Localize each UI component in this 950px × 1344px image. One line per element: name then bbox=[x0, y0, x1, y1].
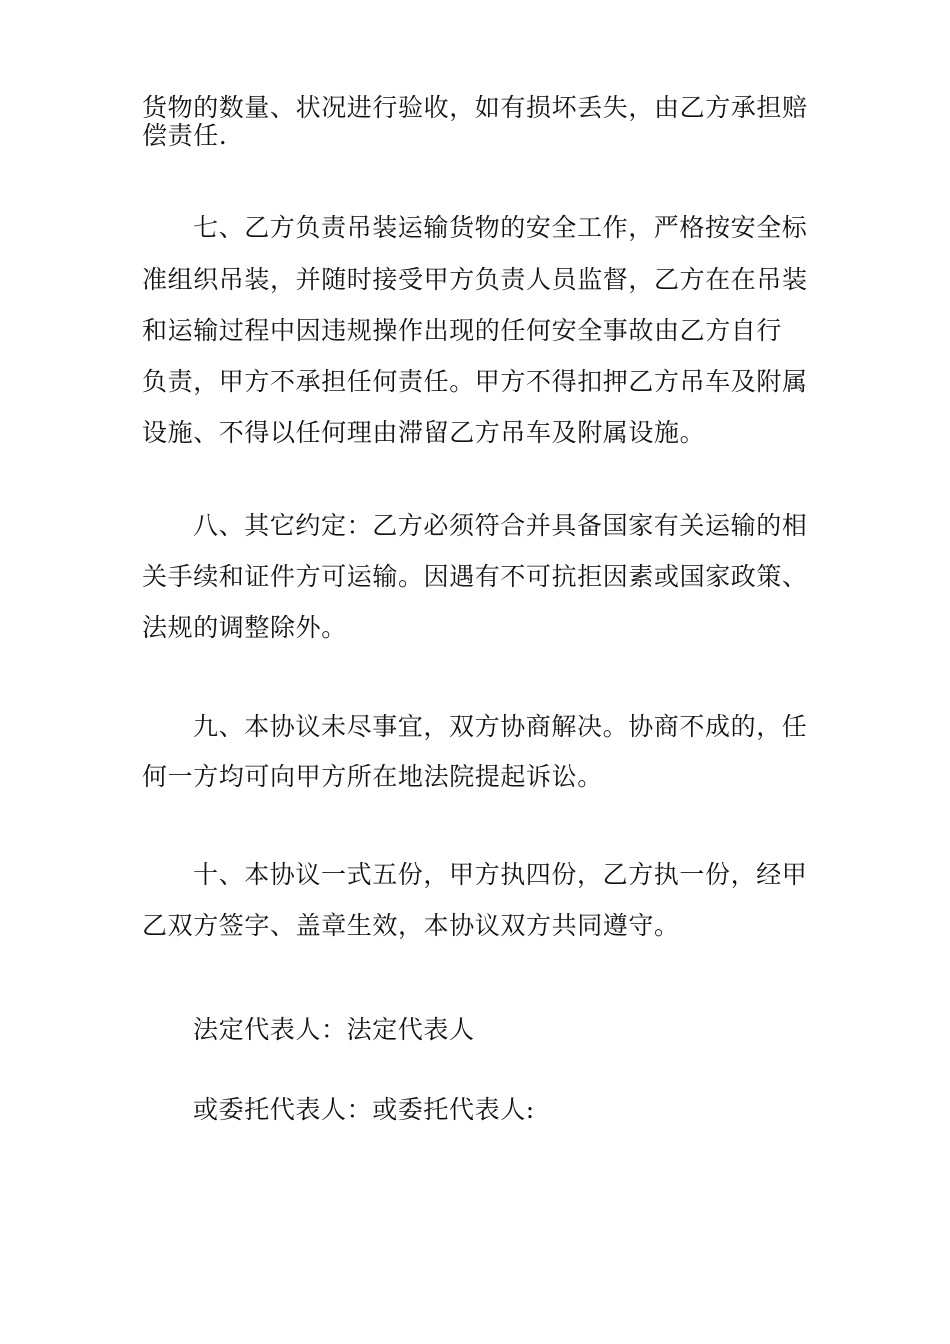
authorized-representative-line: 或委托代表人：或委托代表人: bbox=[193, 1095, 535, 1124]
text-line: 十、本协议一式五份，甲方执四份，乙方执一份，经甲 bbox=[193, 860, 808, 889]
text-line: 关手续和证件方可运输。因遇有不可抗拒因素或国家政策、 bbox=[142, 562, 808, 591]
legal-representative-line: 法定代表人：法定代表人 bbox=[193, 1015, 475, 1044]
text-line: 和运输过程中因违规操作出现的任何安全事故由乙方自行 bbox=[142, 316, 783, 345]
text-line: 设施、不得以任何理由滞留乙方吊车及附属设施。 bbox=[142, 418, 706, 447]
text-line: 何一方均可向甲方所在地法院提起诉讼。 bbox=[142, 762, 603, 791]
text-line: 负责，甲方不承担任何责任。甲方不得扣押乙方吊车及附属 bbox=[142, 367, 808, 396]
text-line: 九、本协议未尽事宜，双方协商解决。协商不成的，任 bbox=[193, 712, 808, 741]
text-line: 八、其它约定：乙方必须符合并具备国家有关运输的相 bbox=[193, 511, 808, 540]
text-line: 乙双方签字、盖章生效，本协议双方共同遵守。 bbox=[142, 911, 680, 940]
text-line: 偿责任. bbox=[142, 121, 228, 150]
text-line: 法规的调整除外。 bbox=[142, 613, 347, 642]
text-line: 货物的数量、状况进行验收，如有损坏丢失，由乙方承担赔 bbox=[142, 93, 808, 122]
text-line: 准组织吊装，并随时接受甲方负责人员监督，乙方在在吊装 bbox=[142, 265, 808, 294]
text-line: 七、乙方负责吊装运输货物的安全工作，严格按安全标 bbox=[193, 213, 808, 242]
